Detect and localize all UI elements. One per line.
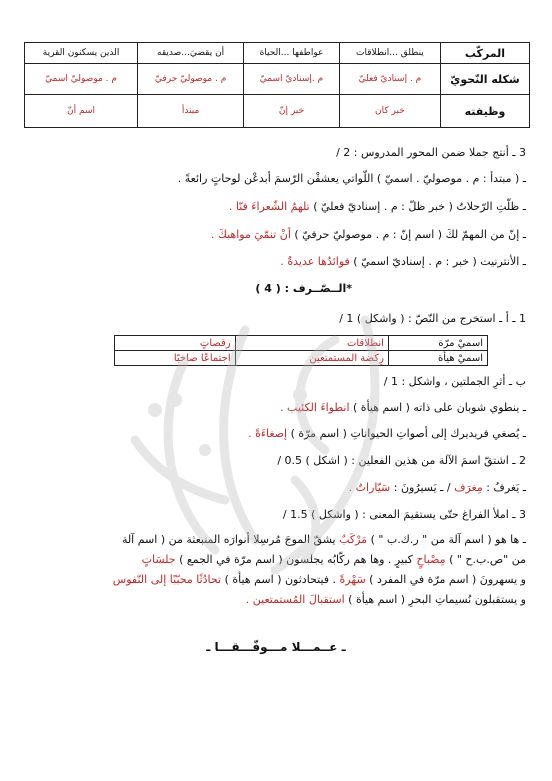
table-row bbox=[25, 95, 530, 128]
table-cell: م . موصوليّ اسميّ bbox=[25, 64, 138, 95]
sentence-answer: انطواءَ الكئيب . bbox=[280, 401, 350, 414]
table-row bbox=[25, 43, 530, 64]
derive-answer: مِغرَف bbox=[454, 481, 483, 494]
row-head: وظيفته bbox=[441, 95, 530, 128]
fill-text: كبيرٍ . وها هم ركّابُه يجلسون ( اسم مرّة في الجمع ) bbox=[179, 553, 413, 566]
question-title: 3 ـ أنتج جملا ضمن المحور المدروس : 2 / bbox=[336, 146, 526, 159]
fill-line-1 bbox=[122, 533, 526, 547]
fill-line-3 bbox=[113, 573, 526, 587]
sentence-4 bbox=[280, 255, 526, 269]
table-row bbox=[115, 351, 488, 366]
table-row bbox=[25, 64, 530, 95]
table-cell: عواطفها ...الحياة bbox=[244, 43, 340, 64]
sentence-prefix: ـ إنّ من المهمّ لكَ ( اسم إنّ : م . موصوليّ حرفيّ ) bbox=[294, 228, 526, 241]
question-title: 2 ـ اشتقّ اسمَ الآلة من هذين الفعلين : ( اشكل ) 0.5 / bbox=[277, 454, 526, 467]
sentence-answer: أنْ تنمّيَ مواهبكَ . bbox=[210, 228, 291, 241]
fill-answer: سَهْرةً bbox=[339, 573, 366, 586]
sentence-answer: فوائدُها عديدةٌ . bbox=[280, 255, 350, 268]
derive-verb: ـ يَغرفُ : bbox=[486, 481, 526, 494]
sentence-prefix: ـ يُصغي فريديرك إلى أصواتِ الحيواناتِ ( اسم مرّة ) bbox=[290, 427, 526, 440]
sentence-prefix: ـ ظلّتِ الرّحلاتُ ( خبر ظلّ : م . إسناديّ فعليّ ) bbox=[313, 200, 526, 213]
sentence-1 bbox=[178, 172, 526, 186]
fill-text: ـ ها هو ( اسم آلة من " ر.ك.ب " ) bbox=[370, 533, 526, 546]
table-cell: اسميْ هيأة bbox=[388, 351, 487, 366]
table-cell: انطلاقات bbox=[235, 336, 388, 351]
sentence-b2 bbox=[248, 427, 526, 441]
fill-answer: جلسَاتٍ bbox=[141, 553, 176, 566]
fill-text: و يستقبلون نُسيماتِ البحرِ ( اسم هيأة ) bbox=[348, 593, 526, 606]
fill-text: و يسهرونَ ( اسم مرّة في المفرد ) bbox=[369, 573, 526, 586]
section-title: *الــصّــرف : ( 4 ) bbox=[255, 282, 352, 295]
fill-text: يشقّ الموجَ مُرسِلا أنوارَه المنبعثة من ( اسم آلة bbox=[121, 533, 336, 546]
question-title: 1 ـ أ ـ استخرج من النّصّ : ( واشكل ) 1 / bbox=[339, 312, 526, 325]
row-head: المركّب bbox=[441, 43, 530, 64]
fill-text: . فيتحادثون ( اسم هيأة ) bbox=[224, 573, 337, 586]
sentence-answer: اللّواتي يعشقْن الرّسمَ أبدعْن لوحاتٍ رائعةً . bbox=[177, 172, 374, 185]
table-cell: اسم أنّ bbox=[25, 95, 138, 128]
table-cell: أن يقضيَ...صديقه bbox=[138, 43, 244, 64]
fill-answer: تحادُثًا محبّبًا إلى النّفوس bbox=[112, 573, 222, 586]
sentence-b1 bbox=[280, 401, 526, 415]
table-cell: م .إسناديّ اسميّ bbox=[244, 64, 340, 95]
derive-line bbox=[349, 481, 526, 495]
fill-line-4 bbox=[246, 593, 526, 607]
sentence-3 bbox=[211, 228, 526, 242]
table-cell: ينطلق ...انطلاقات bbox=[339, 43, 440, 64]
sentence-prefix: ـ ( مبتدأ : م . موصوليّ . اسميّ ) bbox=[376, 172, 526, 185]
derive-verb: / ـ يَسيرُونَ : bbox=[393, 481, 451, 494]
sentence-prefix: ـ ينطوي شوبان على ذاته ( اسم هيأة ) bbox=[353, 401, 526, 414]
extract-table bbox=[114, 335, 488, 366]
question-title: ب ـ أثرِ الجملتين ، واشكل : 1 / bbox=[383, 375, 526, 388]
table-row bbox=[115, 336, 488, 351]
fill-answer: مِصْباحٍ bbox=[416, 553, 446, 566]
table-cell: مبتدأ bbox=[138, 95, 244, 128]
table-cell: م . موصوليّ حرفيّ bbox=[138, 64, 244, 95]
question-title: 3 ـ املأ الفراغ حتّى يستقيمَ المعنى : ( واشكل ) 1.5 / bbox=[282, 508, 526, 521]
table-cell: رقصاتٍ bbox=[115, 336, 236, 351]
table-cell: خبر كان bbox=[339, 95, 440, 128]
analysis-table bbox=[24, 42, 530, 128]
sentence-prefix: ـ الأنترنيت ( خبر : م . إسناديّ اسميّ ) bbox=[353, 255, 526, 268]
table-cell: رِكضة المستمتعين bbox=[235, 351, 388, 366]
table-cell: اجتماعًا صاخبًا bbox=[115, 351, 236, 366]
fill-answer: مَرْكَبٌ bbox=[339, 533, 368, 546]
table-cell: خبر إنّ bbox=[244, 95, 340, 128]
sentence-2 bbox=[229, 200, 526, 214]
fill-line-2 bbox=[142, 553, 526, 567]
sentence-answer: تلهمُ الشّعراءَ فنّا . bbox=[228, 200, 310, 213]
fill-text: من "ص.ب.ح " ) bbox=[449, 553, 526, 566]
table-cell: اسميْ مرّة bbox=[388, 336, 487, 351]
closing-wish: ـ عــمـــلا مـــوفّـــقـــا ـ bbox=[206, 640, 346, 654]
fill-answer: استقبالَ المُستمتعين . bbox=[245, 593, 345, 606]
table-cell: م . إسناديّ فعليّ bbox=[339, 64, 440, 95]
sentence-answer: إصغاءَةً . bbox=[248, 427, 288, 440]
derive-answer: سَيّاراتٌ . bbox=[348, 481, 391, 494]
row-head: شكله النّحويّ bbox=[441, 64, 530, 95]
table-cell: الذين يسكنون القرية bbox=[25, 43, 138, 64]
